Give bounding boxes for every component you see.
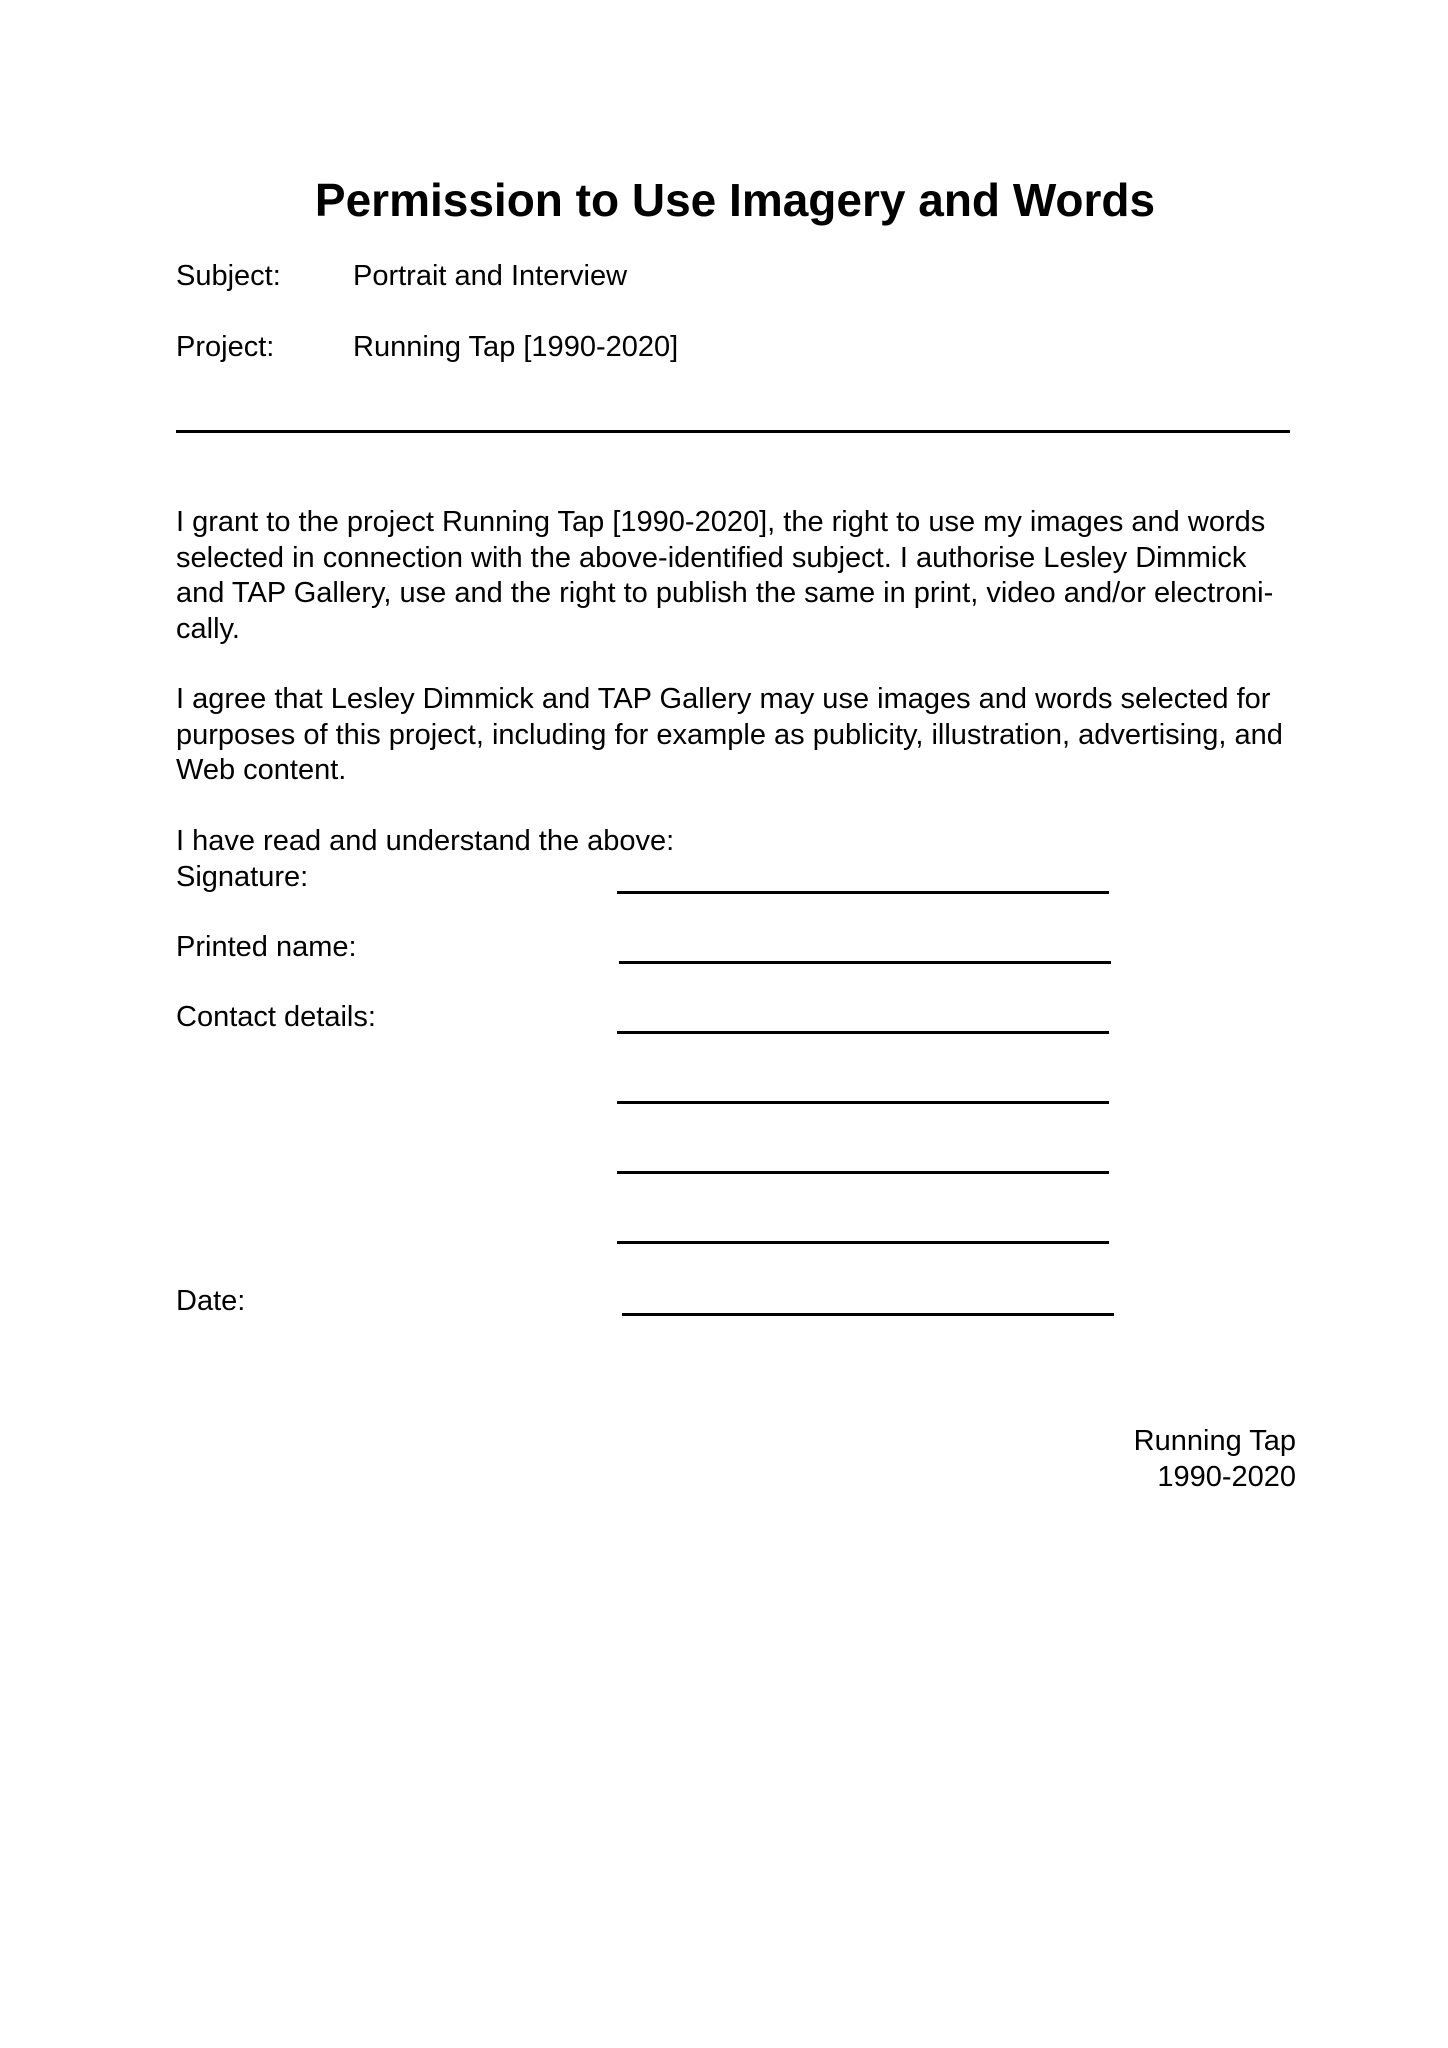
contact-details-line-1[interactable] xyxy=(617,1031,1109,1034)
printed-name-label: Printed name: xyxy=(176,931,357,963)
project-row xyxy=(176,329,678,365)
project-value: Running Tap [1990-2020] xyxy=(353,331,679,363)
footer-project-name: Running Tap xyxy=(1133,1425,1296,1457)
date-line[interactable] xyxy=(622,1313,1114,1316)
subject-value: Portrait and Interview xyxy=(353,260,628,292)
acknowledgement-text: I have read and understand the above: xyxy=(176,825,675,857)
contact-details-line-4[interactable] xyxy=(617,1241,1109,1244)
project-label: Project: xyxy=(176,331,275,363)
footer-project-years: 1990-2020 xyxy=(1157,1461,1296,1493)
document-title: Permission to Use Imagery and Words xyxy=(314,174,1156,226)
contact-details-label: Contact details: xyxy=(176,1001,376,1033)
contact-details-line-2[interactable] xyxy=(617,1101,1109,1104)
contact-details-line-3[interactable] xyxy=(617,1171,1109,1174)
subject-row xyxy=(176,258,627,294)
date-label: Date: xyxy=(176,1285,246,1317)
signature-label: Signature: xyxy=(176,861,309,893)
printed-name-line[interactable] xyxy=(619,961,1111,964)
grant-paragraph: I grant to the project Running Tap [1990-2020], the right to use my images and words selected in connection with the above-identified subject. I authorise Lesley Dimmick and TAP Gallery, use and the right to publish the same in print, video and/or electroni-cally. xyxy=(176,506,1274,645)
subject-label: Subject: xyxy=(176,260,281,292)
agreement-paragraph: I agree that Lesley Dimmick and TAP Gallery may use images and words selected for purposes of this project, including for example as publicity, illustration, advertising, and Web content. xyxy=(176,683,1283,786)
signature-line[interactable] xyxy=(617,891,1109,894)
header-divider xyxy=(176,430,1290,433)
